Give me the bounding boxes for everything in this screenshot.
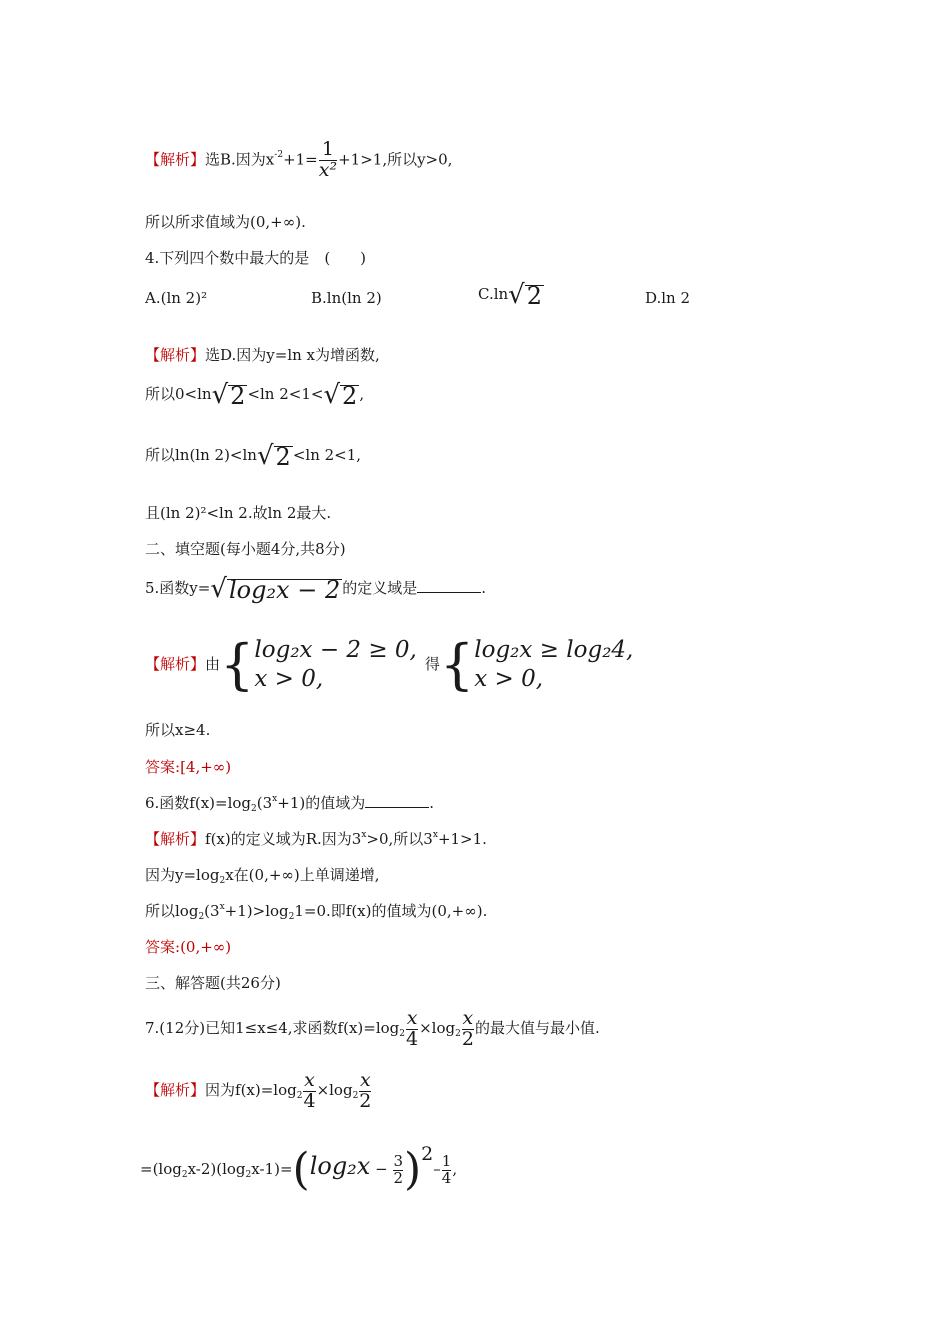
subscript: 2 bbox=[455, 1029, 461, 1039]
option-c bbox=[478, 280, 544, 311]
math-expression: log₂x bbox=[309, 1152, 371, 1180]
text: 因为y=log bbox=[145, 866, 220, 884]
fraction bbox=[319, 140, 337, 181]
text: 因为f(x)=log bbox=[205, 1081, 297, 1099]
analysis-line-1 bbox=[145, 140, 452, 181]
analysis-5-line-1 bbox=[145, 634, 633, 694]
text: C.ln bbox=[478, 285, 509, 303]
text: x在(0,+∞)上单调递增, bbox=[225, 866, 380, 884]
text: 选B.因为x bbox=[205, 150, 275, 169]
sqrt: √log₂x − 2 bbox=[210, 574, 341, 605]
system-row: log₂x ≥ log₂4, bbox=[474, 637, 634, 663]
subscript: 2 bbox=[181, 1170, 188, 1180]
text: 6.函数f(x)=log bbox=[145, 794, 252, 812]
radicand: 2 bbox=[342, 381, 358, 410]
numerator: x bbox=[304, 1068, 315, 1091]
subscript: 2 bbox=[245, 1170, 252, 1180]
question-7 bbox=[145, 1008, 600, 1051]
analysis-tag: 【解析】 bbox=[145, 655, 206, 673]
text: (3 bbox=[256, 794, 273, 812]
numerator: 1 bbox=[441, 1151, 452, 1170]
superscript: x bbox=[272, 794, 278, 804]
question-4-stem: 4.下列四个数中最大的是 ( ) bbox=[145, 249, 367, 267]
sqrt: √2 bbox=[211, 380, 246, 411]
denominator: 4 bbox=[303, 1089, 316, 1112]
analysis-6-line-2 bbox=[145, 865, 380, 888]
answer-tag: 答案: bbox=[145, 938, 181, 956]
sqrt: √2 bbox=[508, 280, 543, 311]
text: <ln 2<1< bbox=[247, 385, 324, 403]
text: +1)>log bbox=[224, 902, 289, 920]
subscript: 2 bbox=[219, 876, 226, 886]
text: 5.函数y= bbox=[145, 579, 211, 597]
numerator: 3 bbox=[393, 1151, 403, 1170]
text: +1>1,所以y>0, bbox=[338, 150, 453, 169]
text: 所以0<ln bbox=[145, 385, 212, 403]
numerator: x bbox=[406, 1006, 418, 1029]
denominator: x² bbox=[318, 158, 338, 181]
radicand: 2 bbox=[275, 442, 291, 471]
text: . bbox=[429, 794, 434, 812]
text: (3 bbox=[204, 902, 220, 920]
subscript: 2 bbox=[288, 912, 295, 922]
numerator: x bbox=[359, 1068, 371, 1091]
radicand: log₂x − 2 bbox=[228, 575, 341, 604]
fraction bbox=[393, 1151, 403, 1187]
analysis-4-line-1 bbox=[145, 345, 380, 365]
fraction bbox=[303, 1068, 316, 1112]
superscript: x bbox=[361, 830, 367, 840]
analysis-5-line-2: 所以x≥4. bbox=[145, 721, 211, 739]
answer-tag: 答案: bbox=[145, 758, 181, 776]
answer-6 bbox=[145, 937, 231, 957]
analysis-tag: 【解析】 bbox=[145, 346, 206, 364]
left-paren: ( bbox=[292, 1144, 310, 1195]
superscript: x bbox=[219, 902, 225, 912]
radicand: 2 bbox=[526, 281, 543, 310]
fraction bbox=[359, 1068, 372, 1112]
text: 所以ln(ln 2)<ln bbox=[145, 446, 257, 464]
subscript: 2 bbox=[251, 804, 257, 814]
answer-blank bbox=[365, 793, 429, 808]
numerator: 1 bbox=[321, 138, 334, 160]
text: , bbox=[359, 385, 365, 403]
text: 得 bbox=[424, 655, 440, 673]
option-a: A.(ln 2)² bbox=[145, 289, 208, 307]
radicand: 2 bbox=[230, 381, 246, 410]
denominator: 2 bbox=[393, 1168, 403, 1187]
right-paren: ) bbox=[404, 1144, 422, 1195]
text: +1>1. bbox=[437, 830, 487, 848]
fraction bbox=[441, 1151, 452, 1187]
answer-value: (0,+∞) bbox=[180, 938, 232, 956]
section-3-heading: 三、解答题(共26分) bbox=[145, 974, 281, 992]
analysis-tag: 【解析】 bbox=[145, 830, 206, 848]
system-1 bbox=[254, 636, 416, 694]
numerator: x bbox=[462, 1006, 474, 1029]
text: =(log bbox=[140, 1160, 182, 1178]
analysis-tag: 【解析】 bbox=[145, 150, 206, 169]
text: +1)的值域为 bbox=[277, 794, 366, 812]
question-5 bbox=[145, 574, 487, 605]
answer-5 bbox=[145, 757, 231, 777]
subscript: 2 bbox=[198, 912, 205, 922]
fraction bbox=[406, 1006, 419, 1050]
superscript: x bbox=[432, 830, 438, 840]
denominator: 4 bbox=[406, 1027, 419, 1050]
sqrt: √2 bbox=[323, 380, 358, 411]
subscript: 2 bbox=[399, 1029, 406, 1039]
text: 1=0.即f(x)的值域为(0,+∞). bbox=[294, 902, 488, 920]
denominator: 2 bbox=[461, 1027, 474, 1050]
option-d: D.ln 2 bbox=[645, 289, 691, 307]
analysis-tag: 【解析】 bbox=[145, 1081, 206, 1099]
text: 的最大值与最小值. bbox=[474, 1019, 600, 1037]
exponent: 2 bbox=[421, 1143, 434, 1165]
system-2 bbox=[474, 636, 633, 694]
text: >0,所以3 bbox=[366, 830, 433, 848]
answer-value: [4,+∞) bbox=[180, 758, 232, 776]
analysis-6-line-3 bbox=[145, 901, 487, 924]
denominator: 2 bbox=[359, 1089, 372, 1112]
text: 7.(12分)已知1≤x≤4,求函数f(x)=log bbox=[145, 1019, 400, 1037]
text: . bbox=[481, 579, 487, 597]
text: , bbox=[452, 1160, 458, 1178]
subscript: 2 bbox=[296, 1091, 303, 1101]
analysis-6-line-1 bbox=[145, 829, 487, 852]
sqrt: √2 bbox=[256, 441, 291, 472]
analysis-7-line-1 bbox=[145, 1070, 372, 1113]
exponent: -2 bbox=[274, 150, 284, 161]
left-brace: { bbox=[439, 633, 475, 696]
system-row: x > 0, bbox=[474, 666, 544, 692]
text: <ln 2<1, bbox=[292, 446, 362, 464]
analysis-4-line-2 bbox=[145, 380, 365, 411]
analysis-7-line-2: $=(\log_2x-2)(\log_2x-1)=(\log_2x$ − $\frac{3}{2}$ )2– $\frac{1}{4}$ , bbox=[140, 1143, 458, 1195]
text: 的定义域是 bbox=[342, 579, 418, 597]
system-row: log₂x − 2 ≥ 0, bbox=[254, 637, 417, 663]
option-b: B.ln(ln 2) bbox=[311, 289, 382, 307]
text: ×log bbox=[419, 1019, 456, 1037]
text: ×log bbox=[316, 1081, 353, 1099]
analysis-4-line-3 bbox=[145, 441, 362, 472]
text: 由 bbox=[205, 655, 221, 673]
fraction bbox=[461, 1006, 474, 1050]
system-row: x > 0, bbox=[254, 666, 324, 692]
question-6 bbox=[145, 793, 434, 816]
denominator: 4 bbox=[441, 1168, 452, 1187]
text: x-2)(log bbox=[187, 1160, 246, 1178]
subscript: 2 bbox=[352, 1091, 359, 1101]
text: 所以log bbox=[145, 902, 199, 920]
text: +1= bbox=[283, 150, 318, 169]
section-2-heading: 二、填空题(每小题4分,共8分) bbox=[145, 540, 346, 558]
analysis-4-line-4: 且(ln 2)²<ln 2.故ln 2最大. bbox=[145, 504, 332, 522]
minus-sign: − bbox=[370, 1160, 393, 1178]
answer-blank bbox=[417, 578, 481, 593]
text: 选D.因为y=ln x为增函数, bbox=[205, 346, 380, 364]
text: f(x)的定义域为R.因为3 bbox=[205, 830, 362, 848]
text: x-1)= bbox=[251, 1160, 293, 1178]
left-brace: { bbox=[220, 633, 255, 696]
analysis-line-2: 所以所求值域为(0,+∞). bbox=[145, 213, 306, 231]
